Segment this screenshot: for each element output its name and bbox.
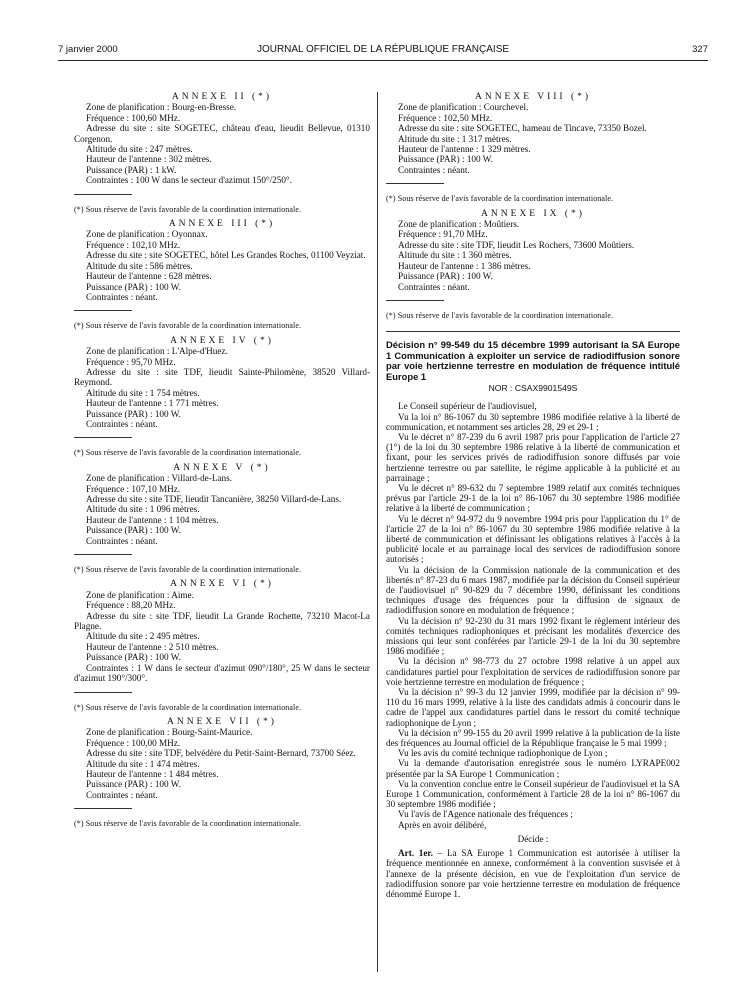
annex-title: ANNEXE VII (*): [167, 716, 277, 727]
annex-line: Fréquence : 91,70 MHz.: [398, 229, 488, 240]
decision-paragraph: Vu la décision n° 99-155 du 20 avril 1999 relative à la publication de la liste des fréquences au Journal officiel de la République française le 5 mai 1999 ;: [386, 727, 680, 749]
annex-line: Hauteur de l'antenne : 628 mètres.: [86, 271, 212, 282]
annex-line: Contraintes : néant.: [398, 164, 470, 175]
annex-line: Puissance (PAR) : 100 W.: [86, 281, 181, 292]
annex-line: Fréquence : 95,70 MHz.: [86, 356, 176, 367]
decision-body: [386, 401, 680, 830]
annex-line: Zone de planification : Moûtiers.: [398, 219, 520, 230]
reserve-note: (*) Sous réserve de l'avis favorable de la coordination internationale.: [74, 204, 302, 214]
annex-block: [386, 92, 680, 205]
reserve-note: (*) Sous réserve de l'avis favorable de la coordination internationale.: [74, 321, 302, 331]
annex-line: Puissance (PAR) : 100 W.: [398, 271, 493, 282]
journal-title: JOURNAL OFFICIEL DE LA RÉPUBLIQUE FRANÇAISE: [256, 44, 510, 55]
annex-line: Adresse du site : site TDF, lieudit Les Rochers, 73600 Moûtiers.: [398, 239, 635, 250]
annex-line: Zone de planification : L'Alpe-d'Huez.: [86, 346, 228, 357]
reserve-note: (*) Sous réserve de l'avis favorable de la coordination internationale.: [386, 310, 614, 320]
note-rule: [74, 310, 132, 311]
decision-paragraph: Vu le décret n° 87-239 du 6 avril 1987 pris pour l'application de l'article 27 (1°) de la loi du 30 septembre 1986 relative à la liberté de communication et fixant, pour les services privés de radiodiffusion sonore diffusés par voie hertzienne terrestre ou par satellite, le régime applicable à la publicité et au parrainage ;: [386, 431, 680, 483]
annex-line: Altitude du site : 1 317 mètres.: [398, 133, 512, 144]
annex-block: [74, 219, 370, 332]
decision-paragraph: Vu la décision de la Commission nationale de la communication et des libertés n° 87-23 du 6 mars 1987, modifiée par la décision du Conseil supérieur de l'audiovisuel n° 90-829 du 7 décembre 1990, définissant les conditions techniques d'usage des fréquences pour la diffusion de signaux de radiodiffusion sonore en modulation de fréquence ;: [386, 564, 680, 616]
annex-line: Adresse du site : site TDF, lieudit Sainte-Philomène, 38520 Villard-Reymond.: [74, 366, 370, 388]
article-1-label: Art. 1er.: [398, 848, 433, 859]
annex-line: Adresse du site : site SOGETEC, hôtel Les Grandes Roches, 01100 Veyziat.: [86, 250, 366, 261]
reserve-note: (*) Sous réserve de l'avis favorable de la coordination internationale.: [74, 565, 302, 575]
annex-line: Contraintes : 100 W dans le secteur d'azimut 150°/250°.: [86, 175, 292, 186]
annex-line: Adresse du site : site TDF, belvédère du Petit-Saint-Bernard, 73700 Séez.: [86, 748, 356, 759]
annex-line: Fréquence : 88,20 MHz.: [86, 600, 176, 611]
column-divider: [377, 92, 378, 972]
reserve-note: (*) Sous réserve de l'avis favorable de la coordination internationale.: [74, 448, 302, 458]
annex-title: ANNEXE VIII (*): [474, 92, 592, 102]
annex-line: Zone de planification : Courchevel.: [398, 102, 529, 113]
annex-line: Contraintes : néant.: [86, 418, 158, 429]
annex-line: Contraintes : néant.: [86, 789, 158, 800]
annex-line: Adresse du site : site SOGETEC, hameau de Tincave, 73350 Bozel.: [398, 123, 647, 134]
annex-line: Hauteur de l'antenne : 302 mètres.: [86, 154, 212, 165]
annex-line: Adresse du site : site TDF, lieudit La Grande Rochette, 73210 Macot-La Plagne.: [74, 610, 370, 632]
right-annexes: [386, 92, 680, 321]
decision-paragraph: Vu la demande d'autorisation enregistrée sous le numéro LYRAPE002 présentée par la SA Europe 1 Communication ;: [386, 758, 680, 779]
decision-title: Décision n° 99-549 du 15 décembre 1999 autorisant la SA Europe 1 Communication à exploiter un service de radiodiffusion sonore par voie hertzienne terrestre en modulation de fréquence intitulé Europe 1: [386, 339, 680, 382]
annex-line: Fréquence : 107,10 MHz.: [86, 483, 181, 494]
decision-paragraph: Après en avoir délibéré,: [398, 819, 487, 830]
decision-paragraph: Vu la décision n° 98-773 du 27 octobre 1998 relative à un appel aux candidatures partiel pour l'exploitation de services de radiodiffusion sonore par voie hertzienne terrestre en modulation de fréquence ;: [386, 656, 680, 687]
note-rule: [74, 437, 132, 438]
annex-line: Hauteur de l'antenne : 1 329 mètres.: [398, 144, 531, 155]
annex-title: ANNEXE IX (*): [481, 208, 585, 219]
right-column: [386, 92, 680, 899]
annex-block: [386, 209, 680, 322]
note-rule: [74, 554, 132, 555]
annex-block: [74, 92, 370, 215]
decision-paragraph: Vu la décision n° 92-230 du 31 mars 1992 fixant le règlement intérieur des comités techniques radiophoniques et précisant les modalités d'exercice des missions qui leur sont conférées par l'article 29-1 de la loi du 30 septembre 1986 modifiée ;: [386, 615, 680, 657]
annex-title: ANNEXE III (*): [168, 219, 276, 230]
annex-line: Zone de planification : Aime.: [86, 589, 194, 600]
annex-line: Zone de planification : Bourg-Saint-Maurice.: [86, 727, 253, 738]
annex-line: Altitude du site : 1 360 mètres.: [398, 250, 512, 261]
annex-line: Contraintes : néant.: [86, 535, 158, 546]
decision-paragraph: Vu le décret n° 89-632 du 7 septembre 1989 relatif aux comités techniques prévus par l'article 29-1 de la loi n° 86-1067 du 30 septembre 1986 modifiée relative à la liberté de communication ;: [386, 482, 680, 514]
annex-line: Altitude du site : 1 754 mètres.: [86, 387, 200, 398]
page-number: 327: [692, 44, 708, 55]
annex-line: Contraintes : néant.: [86, 291, 158, 302]
decision-paragraph: Vu l'avis de l'Agence nationale des fréquences ;: [398, 809, 573, 820]
reserve-note: (*) Sous réserve de l'avis favorable de la coordination internationale.: [74, 702, 302, 712]
annex-line: Contraintes : 1 W dans le secteur d'azimut 090°/180°, 25 W dans le secteur d'azimut 190°/300°.: [74, 662, 370, 684]
article-1: [386, 848, 680, 899]
annex-block: [74, 463, 370, 576]
note-rule: [386, 183, 444, 184]
reserve-note: (*) Sous réserve de l'avis favorable de la coordination internationale.: [386, 194, 614, 204]
annex-line: Fréquence : 102,10 MHz.: [86, 239, 181, 250]
note-rule: [74, 194, 132, 195]
header-rule: [58, 60, 708, 61]
annex-line: Puissance (PAR) : 100 W.: [86, 779, 181, 790]
left-column: [74, 92, 370, 834]
decision-paragraph: Le Conseil supérieur de l'audiovisuel,: [398, 401, 537, 412]
annex-line: Fréquence : 100,60 MHz.: [86, 112, 181, 123]
annex-line: Puissance (PAR) : 1 kW.: [86, 164, 177, 175]
annex-line: Adresse du site : site TDF, lieudit Tancanière, 38250 Villard-de-Lans.: [86, 494, 342, 504]
reserve-note: (*) Sous réserve de l'avis favorable de la coordination internationale.: [74, 819, 302, 829]
annex-line: Hauteur de l'antenne : 1 104 mètres.: [86, 514, 219, 525]
decision-separator: [386, 331, 680, 332]
decision-paragraph: Vu la décision n° 99-3 du 12 janvier 1999, modifiée par la décision n° 99-110 du 16 mars 1999, relative à la liste des candidats admis à concourir dans le cadre de l'appel aux candidatures partiel dans le ressort du comité technique radiophonique de Lyon ;: [386, 687, 680, 728]
note-rule: [74, 808, 132, 809]
annex-line: Zone de planification : Bourg-en-Bresse.: [86, 102, 237, 113]
annex-line: Puissance (PAR) : 100 W.: [398, 154, 493, 165]
decide-heading: Décide :: [517, 833, 549, 844]
annex-title: ANNEXE II (*): [171, 92, 273, 102]
annex-line: Zone de planification : Oyonnax.: [86, 229, 208, 240]
decision-paragraph: Vu la loi n° 86-1067 du 30 septembre 1986 modifiée relative à la liberté de communication, et notamment ses articles 28, 29 et 29-1 ;: [386, 411, 680, 432]
annex-line: Fréquence : 100,00 MHz.: [86, 737, 181, 748]
annex-line: Puissance (PAR) : 100 W.: [86, 408, 181, 419]
annex-line: Puissance (PAR) : 100 W.: [86, 525, 181, 536]
page-header: [58, 44, 708, 58]
annex-line: Hauteur de l'antenne : 1 386 mètres.: [398, 260, 531, 271]
decision-nor: NOR : CSAX9901549S: [488, 382, 578, 393]
annex-line: Altitude du site : 1 474 mètres.: [86, 758, 200, 769]
annex-line: Fréquence : 102,50 MHz.: [398, 112, 493, 123]
annex-line: Zone de planification : Villard-de-Lans.: [86, 473, 232, 484]
decision-paragraph: Vu la convention conclue entre le Conseil supérieur de l'audiovisuel et la SA Europe 1 Communication, conformément à l'article 28 de la loi n° 86-1067 du 30 septembre 1986 modifiée ;: [386, 778, 680, 810]
annex-title: ANNEXE V (*): [173, 462, 271, 473]
annex-line: Altitude du site : 2 495 mètres.: [86, 631, 200, 642]
annex-line: Puissance (PAR) : 100 W.: [86, 652, 181, 663]
annex-title: ANNEXE IV (*): [170, 335, 274, 346]
annex-block: [74, 336, 370, 459]
note-rule: [386, 300, 444, 301]
annex-line: Altitude du site : 1 096 mètres.: [86, 504, 200, 515]
annex-line: Hauteur de l'antenne : 1 771 mètres.: [86, 398, 219, 409]
decision-paragraph: Vu le décret n° 94-972 du 9 novembre 1994 pris pour l'application du 1° de l'article 27 de la loi n° 86-1067 du 30 septembre 1986 modifiée relative à la liberté de communication et définissant les obligations relatives à l'accès à la publicité locale et au parrainage local des services de radiodiffusion sonore autorisés ;: [386, 513, 680, 565]
note-rule: [74, 692, 132, 693]
annex-line: Hauteur de l'antenne : 2 510 mètres.: [86, 641, 219, 652]
annex-line: Altitude du site : 247 mètres.: [86, 144, 193, 155]
annex-line: Contraintes : néant.: [398, 281, 470, 292]
annex-block: [74, 579, 370, 712]
article-1-text: – La SA Europe 1 Communication est autorisée à utiliser la fréquence mentionnée en annexe, conformément à la convention susvisée et à l'annexe de la présente décision, en vue de l'exploitation d'un service de radiodiffusion sonore par voie hertzienne terrestre en modulation de fréquence dénommé Europe 1.: [386, 848, 680, 900]
annex-title: ANNEXE VI (*): [170, 579, 274, 590]
annex-line: Hauteur de l'antenne : 1 484 mètres.: [86, 768, 219, 779]
header-date: 7 janvier 2000: [58, 44, 118, 55]
annex-line: Altitude du site : 586 mètres.: [86, 260, 193, 271]
annex-block: [74, 717, 370, 830]
annex-line: Adresse du site : site SOGETEC, château d'eau, lieudit Bellevue, 01310 Corgenon.: [74, 123, 370, 144]
decision-paragraph: Vu les avis du comité technique radiophonique de Lyon ;: [398, 748, 608, 759]
